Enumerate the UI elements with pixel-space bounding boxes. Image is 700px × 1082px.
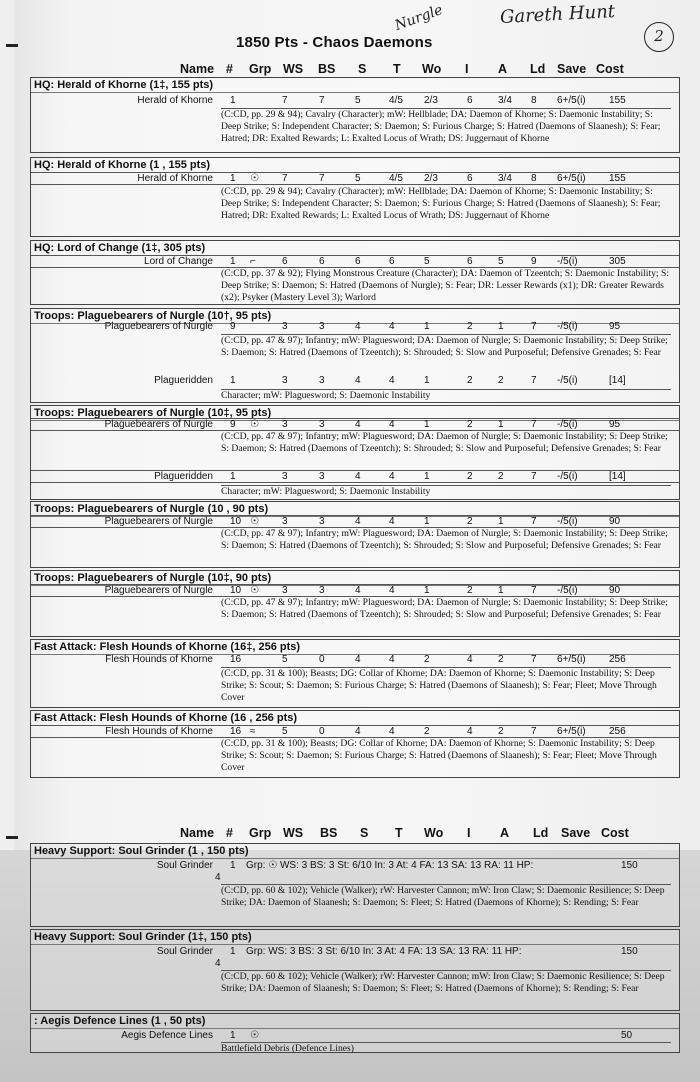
stat-ld: 7 (531, 375, 537, 386)
title-divider (31, 858, 679, 859)
unit-entry (30, 501, 680, 568)
stat-save: -/5(i) (557, 321, 578, 332)
stat-s: 4 (355, 375, 361, 386)
model-name: Plaguebearers of Nurgle (104, 321, 213, 332)
stat-t: 4 (389, 375, 395, 386)
stat-i: 6 (467, 256, 473, 267)
unit-description: (C:CD, pp. 47 & 97); Infantry; mW: Plaguesword; DA: Daemon of Nurgle; S: Daemonic Instability; S: Deep Strike; S: Daemon; S: Hatred (Daemons of Tzeentch); S: Shrouded; S: Slow and Purposeful; Defensive Grenades; S: Fear (221, 528, 668, 552)
stat-num: 1 (230, 860, 236, 871)
stat-a: 2 (498, 375, 504, 386)
stat-num: 1 (230, 471, 236, 482)
vehicle-stats: Grp: WS: 3 BS: 3 St: 6/10 In: 3 At: 4 FA: 13 SA: 13 RA: 11 HP: (246, 946, 522, 957)
stat-t: 4 (389, 321, 395, 332)
stat-save: -/5(i) (557, 419, 578, 430)
unit-entry (30, 929, 680, 1011)
stat-i: 2 (467, 585, 473, 596)
stat-i: 4 (467, 654, 473, 665)
col-ld: Ld (533, 826, 549, 840)
stat-wo: 1 (424, 419, 430, 430)
stat-cost: 305 (609, 256, 626, 267)
stat-cost: 95 (609, 419, 621, 430)
stat-s: 4 (355, 321, 361, 332)
stat-row (31, 946, 679, 969)
col-wo: Wo (422, 62, 442, 76)
model-name: Plagueridden (154, 471, 213, 482)
stat-ws: 3 (282, 471, 288, 482)
character-description: Character; mW: Plaguesword; S: Daemonic Instability (221, 389, 671, 402)
stat-grp: ☉ (250, 1030, 259, 1041)
unit-entry-title: Troops: Plaguebearers of Nurgle (10‡, 90 pts) (34, 572, 272, 584)
stat-ws: 5 (282, 654, 288, 665)
stat-a: 1 (498, 516, 504, 527)
stat-num: 9 (230, 321, 236, 332)
stat-ws: 6 (282, 256, 288, 267)
stat-wo: 2/3 (424, 95, 438, 106)
unit-entry (30, 308, 680, 403)
title-divider (31, 944, 679, 945)
unit-description: (C:CD, pp. 31 & 100); Beasts; DG: Collar of Khorne; DA: Daemon of Khorne; S: Daemonic Instability; S: Deep Strike; S: Scout; S: Daemon; S: Furious Charge; S: Hatred (Daemons of Slaanesh); S: Fear; Fleet; Move Through Cover (221, 667, 671, 705)
stat-i: 6 (467, 95, 473, 106)
stat-cost: 256 (609, 726, 626, 737)
stat-ws: 3 (282, 585, 288, 596)
unit-entry (30, 157, 680, 237)
stat-wo: 2 (424, 654, 430, 665)
stat-t: 4 (389, 585, 395, 596)
stat-bs: 7 (319, 95, 325, 106)
stat-row (31, 255, 679, 268)
stat-ld: 7 (531, 726, 537, 737)
stat-cost: [14] (609, 471, 626, 482)
stat-grp: ☉ (250, 419, 259, 430)
stat-a: 2 (498, 471, 504, 482)
unit-description: (C:CD, pp. 37 & 92); Flying Monstrous Creature (Character); DA: Daemon of Tzeentch; S: Daemonic Instability; S: Deep Strike; S: Daemon; S: Hatred (Daemons of Nurgle); S: Fear; DR: Lesser Rewards (x1); DR: Greater Rewards (x2); Psyker (Mastery Level 3); Warlord (221, 268, 669, 304)
stat-num: 1 (230, 173, 236, 184)
handwritten-name: Gareth Hunt (499, 1, 616, 28)
stat-cost: 150 (621, 860, 638, 871)
col-grp: Grp (249, 62, 272, 76)
stat-ld: 7 (531, 321, 537, 332)
stat-cost: 150 (621, 946, 638, 957)
stat-t: 4 (389, 419, 395, 430)
col-a: A (498, 62, 508, 76)
stat-ld: 9 (531, 256, 537, 267)
stat-grp: ≈ (250, 726, 256, 737)
stat-save: -/5(i) (557, 585, 578, 596)
stat-bs: 3 (319, 321, 325, 332)
unit-entry (30, 1013, 680, 1053)
model-name: Plaguebearers of Nurgle (104, 419, 213, 430)
stat-t: 4 (389, 471, 395, 482)
model-name: Aegis Defence Lines (121, 1030, 213, 1041)
model-name: Herald of Khorne (137, 95, 213, 106)
stat-t: 4 (389, 516, 395, 527)
col-save: Save (557, 62, 587, 76)
col-name: Name (180, 826, 215, 840)
stat-ld: 7 (531, 471, 537, 482)
stat-row (31, 584, 679, 597)
stat-num: 16 (230, 726, 242, 737)
col-num: # (226, 62, 233, 76)
unit-entry-title: : Aegis Defence Lines (1 , 50 pts) (34, 1015, 206, 1027)
col-i: I (467, 826, 471, 840)
model-name: Flesh Hounds of Khorne (105, 726, 213, 737)
stat-wo: 1 (424, 516, 430, 527)
stat-bs: 3 (319, 471, 325, 482)
stat-hp: 4 (215, 958, 221, 969)
stat-a: 1 (498, 321, 504, 332)
stat-bs: 0 (319, 654, 325, 665)
stat-s: 6 (355, 256, 361, 267)
unit-description: (C:CD, pp. 29 & 94); Cavalry (Character); mW: Hellblade; DA: Daemon of Khorne; S: Daemonic Instability; S: Deep Strike; S: Independent Character; S: Daemon; S: Furious Charge; S: Hatred (Daemons of Slaanesh); S: Fear; Hatred; DR: Exalted Rewards; L: Exalted Locus of Wrath; DS: Juggernaut of Khorne (221, 108, 671, 146)
unit-entry (30, 240, 680, 305)
stat-ld: 7 (531, 654, 537, 665)
stat-t: 6 (389, 256, 395, 267)
stat-s: 4 (355, 516, 361, 527)
col-cost: Cost (596, 62, 624, 76)
stat-s: 4 (355, 471, 361, 482)
stat-t: 4/5 (389, 95, 403, 106)
stat-row (31, 515, 679, 528)
unit-description: (C:CD, pp. 47 & 97); Infantry; mW: Plaguesword; DA: Daemon of Nurgle; S: Daemonic Instability; S: Deep Strike; S: Daemon; S: Hatred (Daemons of Tzeentch); S: Shrouded; S: Slow and Purposeful; Defensive Grenades; S: Fear (221, 597, 668, 621)
col-ws: WS (283, 826, 304, 840)
stat-s: 4 (355, 726, 361, 737)
stat-cost: 155 (609, 95, 626, 106)
col-t: T (393, 62, 401, 76)
stat-i: 2 (467, 375, 473, 386)
col-cost: Cost (601, 826, 629, 840)
page-title: 1850 Pts - Chaos Daemons (236, 34, 433, 51)
model-name: Herald of Khorne (137, 173, 213, 184)
stat-a: 5 (498, 256, 504, 267)
stat-a: 3/4 (498, 95, 512, 106)
page-number: 2 (644, 22, 674, 52)
stat-wo: 2/3 (424, 173, 438, 184)
character-description: Character; mW: Plaguesword; S: Daemonic Instability (221, 485, 671, 498)
unit-description: Battlefield Debris (Defence Lines) (221, 1042, 671, 1055)
unit-entry (30, 77, 680, 153)
stat-num: 9 (230, 419, 236, 430)
stat-i: 4 (467, 726, 473, 737)
stat-a: 3/4 (498, 173, 512, 184)
stat-save: 6+/5(i) (557, 726, 586, 737)
stat-num: 10 (230, 585, 242, 596)
unit-entry-title: Fast Attack: Flesh Hounds of Khorne (16 , 256 pts) (34, 712, 298, 724)
unit-entry-title: HQ: Herald of Khorne (1‡, 155 pts) (34, 79, 214, 91)
stat-num: 1 (230, 1030, 236, 1041)
stat-row (31, 95, 679, 108)
unit-entry (30, 843, 680, 927)
stat-cost: 50 (621, 1030, 633, 1041)
stat-wo: 1 (424, 375, 430, 386)
stat-bs: 7 (319, 173, 325, 184)
handwritten-note: Nurgle (392, 1, 445, 35)
stat-t: 4 (389, 654, 395, 665)
stat-ws: 7 (282, 173, 288, 184)
col-i: I (465, 62, 469, 76)
stat-num: 1 (230, 256, 236, 267)
model-name: Soul Grinder (156, 860, 213, 871)
unit-description: (C:CD, pp. 29 & 94); Cavalry (Character); mW: Hellblade; DA: Daemon of Khorne; S: Daemonic Instability; S: Deep Strike; S: Independent Character; S: Daemon; S: Furious Charge; S: Hatred (Daemons of Slaanesh); S: Fear; Hatred; DR: Exalted Rewards; L: Exalted Locus of Wrath; DS: Juggernaut of Khorne (221, 186, 661, 222)
stat-cost: 155 (609, 173, 626, 184)
model-name: Flesh Hounds of Khorne (105, 654, 213, 665)
unit-description: (C:CD, pp. 31 & 100); Beasts; DG: Collar of Khorne; DA: Daemon of Khorne; S: Daemonic Instability; S: Deep Strike; S: Scout; S: Daemon; S: Furious Charge; S: Hatred (Daemons of Slaanesh); S: Fear; Fleet; Move Through Cover (221, 738, 657, 774)
col-t: T (395, 826, 403, 840)
unit-entry-title: Troops: Plaguebearers of Nurgle (10†, 95 pts) (34, 310, 272, 322)
model-name: Plaguebearers of Nurgle (104, 516, 213, 527)
model-name: Plaguebearers of Nurgle (104, 585, 213, 596)
stat-ws: 3 (282, 321, 288, 332)
stat-ws: 7 (282, 95, 288, 106)
unit-entry (30, 639, 680, 708)
title-divider (31, 1028, 679, 1029)
stat-bs: 3 (319, 516, 325, 527)
stat-num: 10 (230, 516, 242, 527)
stat-row (31, 375, 679, 388)
column-header-lower (0, 826, 700, 842)
stat-bs: 6 (319, 256, 325, 267)
stat-cost: 256 (609, 654, 626, 665)
unit-description: (C:CD, pp. 60 & 102); Vehicle (Walker); rW: Harvester Cannon; mW: Iron Claw; S: Daemonic Resilience; S: Deep Strike; DA: Daemon of Slaanesh; S: Daemon; S: Fleet; S: Hatred (Daemons of Khorne); S: Rending; S: Fear (221, 884, 671, 909)
stat-grp: ☉ (250, 585, 259, 596)
stat-i: 6 (467, 173, 473, 184)
model-name: Plagueridden (154, 375, 213, 386)
stat-bs: 3 (319, 375, 325, 386)
stat-num: 1 (230, 375, 236, 386)
stat-save: 6+/5(i) (557, 173, 586, 184)
col-a: A (500, 826, 510, 840)
stat-row (31, 725, 679, 738)
column-header (0, 62, 700, 78)
stat-i: 2 (467, 471, 473, 482)
stat-t: 4/5 (389, 173, 403, 184)
stat-row (31, 470, 679, 483)
stat-row (31, 321, 679, 334)
stat-ld: 7 (531, 585, 537, 596)
model-name: Soul Grinder (156, 946, 213, 957)
col-name: Name (180, 62, 215, 76)
stat-t: 4 (389, 726, 395, 737)
punch-mark (6, 44, 18, 47)
title-divider (31, 92, 679, 93)
unit-entry-title: HQ: Lord of Change (1‡, 305 pts) (34, 242, 206, 254)
unit-description: (C:CD, pp. 47 & 97); Infantry; mW: Plaguesword; DA: Daemon of Nurgle; S: Daemonic Instability; S: Deep Strike; S: Daemon; S: Hatred (Daemons of Tzeentch); S: Shrouded; S: Slow and Purposeful; Defensive Grenades; S: Fear (221, 431, 668, 455)
stat-ld: 8 (531, 95, 537, 106)
col-bs: BS (320, 826, 338, 840)
stat-ld: 7 (531, 419, 537, 430)
stat-wo: 1 (424, 471, 430, 482)
unit-entry-title: Fast Attack: Flesh Hounds of Khorne (16‡, 256 pts) (34, 641, 301, 653)
unit-entry (30, 710, 680, 778)
stat-ws: 5 (282, 726, 288, 737)
stat-grp: ☉ (250, 516, 259, 527)
stat-num: 1 (230, 95, 236, 106)
stat-a: 1 (498, 419, 504, 430)
stat-cost: 90 (609, 585, 621, 596)
stat-save: 6+/5(i) (557, 654, 586, 665)
stat-grp: ⌐ (250, 256, 256, 267)
stat-wo: 5 (424, 256, 430, 267)
col-num: # (226, 826, 233, 840)
model-name: Lord of Change (144, 256, 213, 267)
unit-entry (30, 570, 680, 637)
unit-description: (C:CD, pp. 47 & 97); Infantry; mW: Plaguesword; DA: Daemon of Nurgle; S: Daemonic Instability; S: Deep Strike; S: Daemon; S: Hatred (Daemons of Tzeentch); S: Shrouded; S: Slow and Purposeful; Defensive Grenades; S: Fear (221, 334, 671, 359)
stat-wo: 2 (424, 726, 430, 737)
col-ld: Ld (530, 62, 546, 76)
unit-entry-title: Heavy Support: Soul Grinder (1 , 150 pts) (34, 845, 249, 857)
stat-row (31, 654, 679, 667)
stat-cost: [14] (609, 375, 626, 386)
stat-bs: 0 (319, 726, 325, 737)
stat-i: 2 (467, 419, 473, 430)
stat-wo: 1 (424, 585, 430, 596)
stat-bs: 3 (319, 585, 325, 596)
vehicle-stats: Grp: ☉ WS: 3 BS: 3 St: 6/10 In: 3 At: 4 FA: 13 SA: 13 RA: 11 HP: (246, 860, 534, 871)
stat-save: -/5(i) (557, 256, 578, 267)
unit-description: (C:CD, pp. 60 & 102); Vehicle (Walker); rW: Harvester Cannon; mW: Iron Claw; S: Daemonic Resilience; S: Deep Strike; DA: Daemon of Slaanesh; S: Daemon; S: Fleet; S: Hatred (Daemons of Khorne); S: Rending; S: Fear (221, 970, 671, 995)
stat-ld: 7 (531, 516, 537, 527)
stat-cost: 95 (609, 321, 621, 332)
stat-num: 1 (230, 946, 236, 957)
unit-entry-title: Troops: Plaguebearers of Nurgle (10‡, 95 pts) (34, 407, 272, 419)
stat-a: 2 (498, 654, 504, 665)
stat-a: 1 (498, 585, 504, 596)
stat-s: 4 (355, 419, 361, 430)
stat-hp: 4 (215, 872, 221, 883)
col-ws: WS (283, 62, 304, 76)
stat-s: 5 (355, 173, 361, 184)
stat-row (31, 418, 679, 431)
stat-save: 6+/5(i) (557, 95, 586, 106)
unit-entry-title: HQ: Herald of Khorne (1 , 155 pts) (34, 159, 211, 171)
stat-s: 5 (355, 95, 361, 106)
unit-entry (30, 405, 680, 500)
col-bs: BS (318, 62, 336, 76)
col-save: Save (561, 826, 591, 840)
col-grp: Grp (249, 826, 272, 840)
unit-entry-title: Troops: Plaguebearers of Nurgle (10 , 90 pts) (34, 503, 269, 515)
col-wo: Wo (424, 826, 444, 840)
stat-i: 2 (467, 516, 473, 527)
col-s: S (360, 826, 369, 840)
unit-entry-title: Heavy Support: Soul Grinder (1‡, 150 pts) (34, 931, 252, 943)
stat-row (31, 860, 679, 883)
stat-grp: ☉ (250, 173, 259, 184)
stat-bs: 3 (319, 419, 325, 430)
stat-a: 2 (498, 726, 504, 737)
stat-save: -/5(i) (557, 375, 578, 386)
stat-save: -/5(i) (557, 516, 578, 527)
stat-row (31, 172, 679, 185)
stat-ws: 3 (282, 516, 288, 527)
stat-i: 2 (467, 321, 473, 332)
stat-ws: 3 (282, 419, 288, 430)
stat-s: 4 (355, 654, 361, 665)
stat-s: 4 (355, 585, 361, 596)
col-s: S (358, 62, 367, 76)
stat-ws: 3 (282, 375, 288, 386)
stat-num: 16 (230, 654, 242, 665)
stat-ld: 8 (531, 173, 537, 184)
stat-wo: 1 (424, 321, 430, 332)
stat-cost: 90 (609, 516, 621, 527)
stat-save: -/5(i) (557, 471, 578, 482)
